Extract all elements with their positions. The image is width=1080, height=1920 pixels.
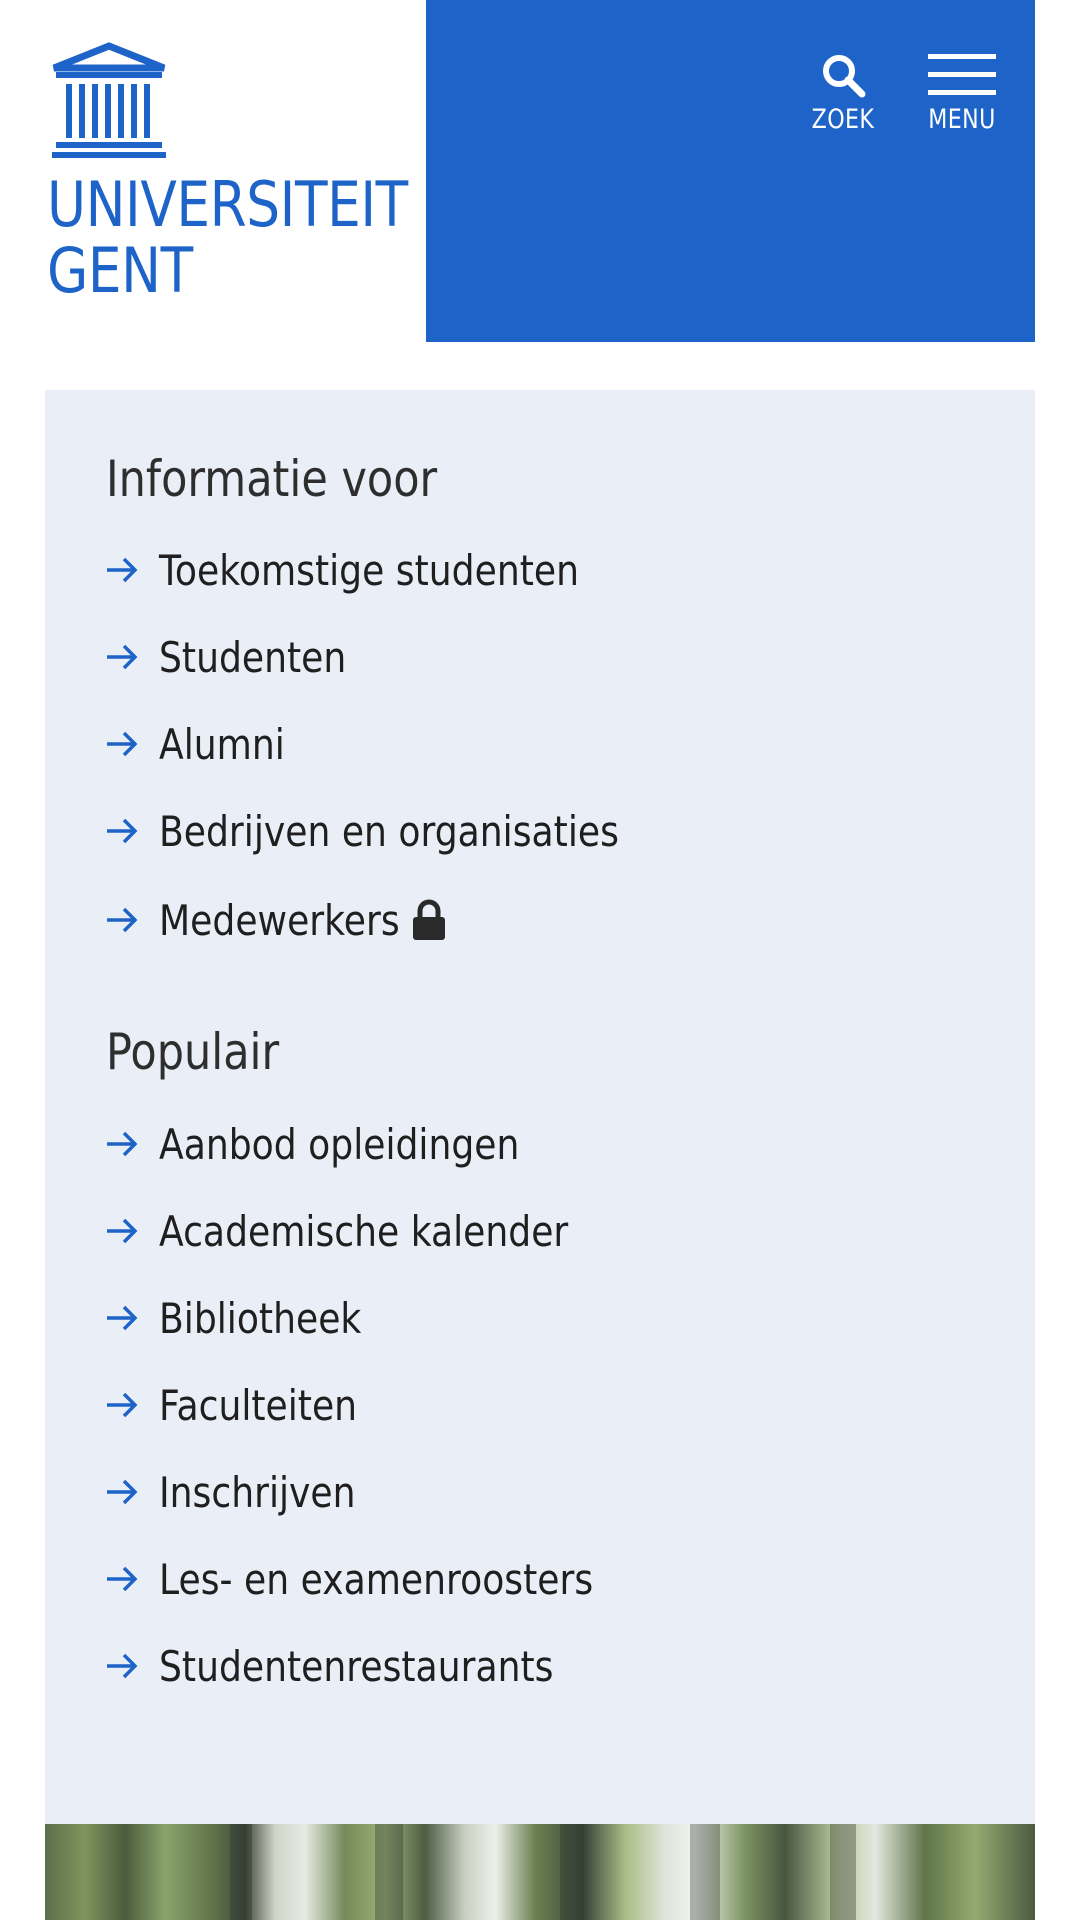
link-studentenrestaurants[interactable] [106,1636,906,1696]
link-label: Bibliotheek [159,1293,362,1343]
logo-line-gent: GENT [47,234,193,307]
link-faculteiten[interactable] [106,1375,906,1435]
link-aanbod-opleidingen[interactable] [106,1114,906,1174]
arrow-right-icon [106,557,138,583]
link-inschrijven[interactable] [106,1462,906,1522]
lock-icon [412,899,446,941]
link-label: Academische kalender [159,1206,569,1256]
link-label: Les- en examenroosters [159,1554,594,1604]
link-label: Faculteiten [159,1380,358,1430]
link-label: Bedrijven en organisaties [159,806,619,856]
quick-links-panel [45,390,1035,1824]
link-alumni[interactable] [106,714,906,774]
header-panel [426,0,1035,342]
arrow-right-icon [106,644,138,670]
arrow-right-icon [106,1479,138,1505]
link-label: Toekomstige studenten [159,545,580,595]
link-label: Medewerkers [159,895,400,945]
arrow-right-icon [106,1305,138,1331]
arrow-right-icon [106,1218,138,1244]
hamburger-icon [928,52,996,98]
search-label: ZOEK [811,104,875,135]
link-les-en-examenroosters[interactable] [106,1549,906,1609]
arrow-right-icon [106,1131,138,1157]
arrow-right-icon [106,1566,138,1592]
arrow-right-icon [106,1653,138,1679]
link-label: Inschrijven [159,1467,356,1517]
link-toekomstige-studenten[interactable] [106,540,906,600]
link-label: Studentenrestaurants [159,1641,554,1691]
menu-button[interactable] [902,52,1022,135]
logo-wordmark [47,168,408,307]
arrow-right-icon [106,1392,138,1418]
building-logo-icon [50,42,168,160]
link-studenten[interactable] [106,627,906,687]
link-medewerkers[interactable] [106,890,906,950]
section-title-informatie: Informatie voor [106,450,438,508]
arrow-right-icon [106,907,138,933]
link-label: Alumni [159,719,285,769]
search-icon [820,52,866,98]
logo-line-universiteit: UNIVERSITEIT [47,168,408,241]
section-title-populair: Populair [106,1023,280,1081]
university-logo[interactable] [47,40,408,310]
link-academische-kalender[interactable] [106,1201,906,1261]
link-bibliotheek[interactable] [106,1288,906,1348]
link-label: Aanbod opleidingen [159,1119,520,1169]
link-bedrijven-en-organisaties[interactable] [106,801,906,861]
arrow-right-icon [106,818,138,844]
arrow-right-icon [106,731,138,757]
search-button[interactable] [798,52,888,135]
link-label: Studenten [159,632,347,682]
menu-label: MENU [928,104,996,135]
campus-photo [45,1824,1035,1920]
